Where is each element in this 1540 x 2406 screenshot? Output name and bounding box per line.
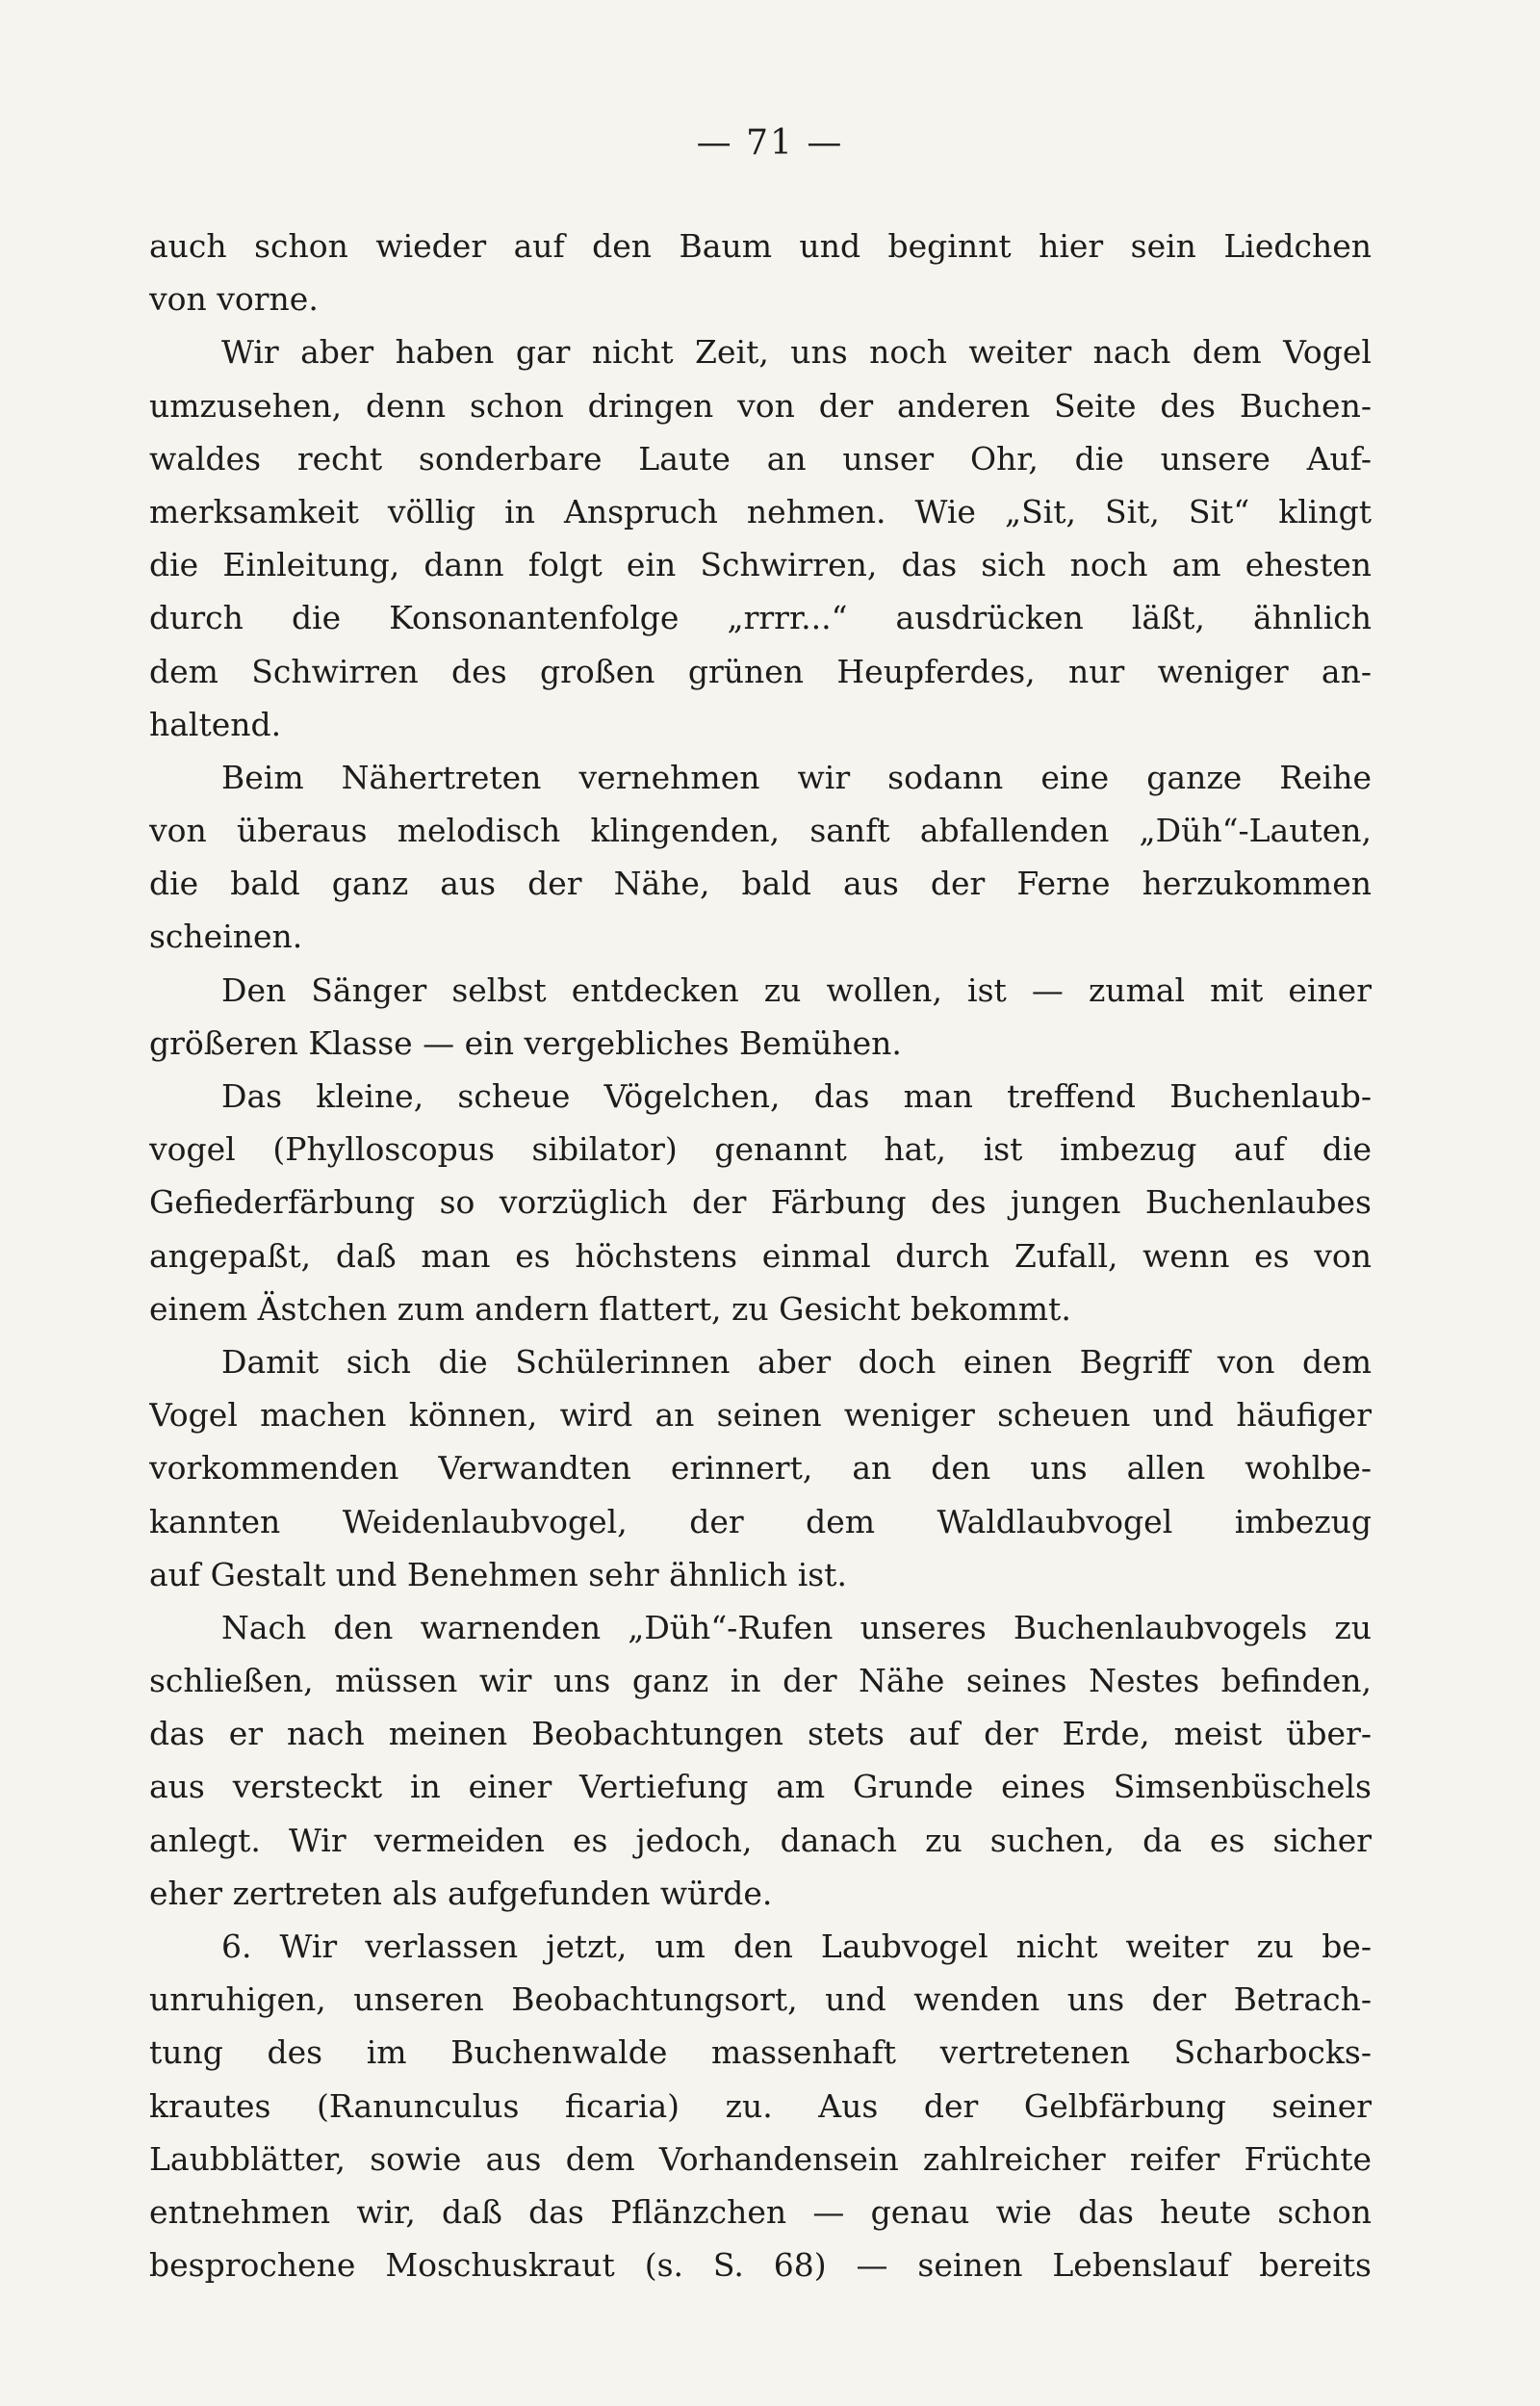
text-line: einem Ästchen zum andern flattert, zu Gesicht bekommt.: [149, 1289, 1071, 1328]
text-line: dem Schwirren des großen grünen Heupferdes, nur weniger an-: [149, 652, 1372, 690]
text-line: durch die Konsonantenfolge „rrrr...“ ausdrücken läßt, ähnlich: [149, 599, 1372, 637]
text-line: schließen, müssen wir uns ganz in der Nähe seines Nestes befinden,: [149, 1662, 1372, 1700]
text-line: Laubblätter, sowie aus dem Vorhandensein zahlreicher reifer Früchte: [149, 2139, 1372, 2178]
text-line: unruhigen, unseren Beobachtungsort, und wenden uns der Betrach-: [149, 1980, 1372, 2019]
text-line: Das kleine, scheue Vögelchen, das man treffend Buchenlaub-: [221, 1077, 1372, 1115]
text-line: Wir aber haben gar nicht Zeit, uns noch weiter nach dem Vogel: [221, 333, 1372, 372]
text-line: haltend.: [149, 705, 282, 743]
text-line: angepaßt, daß man es höchstens einmal durch Zufall, wenn es von: [149, 1236, 1372, 1275]
text-line: auch schon wieder auf den Baum und beginnt hier sein Liedchen: [149, 227, 1372, 265]
text-line: eher zertreten als aufgefunden würde.: [149, 1874, 773, 1912]
text-line: Damit sich die Schülerinnen aber doch einen Begriff von dem: [221, 1342, 1372, 1381]
text-line: von vorne.: [149, 280, 319, 319]
body-text: [149, 220, 1372, 2291]
text-line: scheinen.: [149, 918, 303, 956]
text-line: vorkommenden Verwandten erinnert, an den uns allen wohlbe-: [149, 1449, 1372, 1488]
text-line: die bald ganz aus der Nähe, bald aus der Ferne herzukommen: [149, 865, 1372, 903]
text-line: vogel (Phylloscopus sibilator) genannt hat, ist imbezug auf die: [149, 1130, 1372, 1169]
text-line: größeren Klasse — ein vergebliches Bemühen.: [149, 1023, 902, 1062]
text-line: 6. Wir verlassen jetzt, um den Laubvogel nicht weiter zu be-: [221, 1927, 1372, 1965]
page-number: — 71 —: [696, 123, 844, 163]
text-line: tung des im Buchenwalde massenhaft vertretenen Scharbocks-: [149, 2033, 1372, 2072]
text-line: umzusehen, denn schon dringen von der anderen Seite des Buchen-: [149, 386, 1372, 425]
text-line: krautes (Ranunculus ficaria) zu. Aus der Gelbfärbung seiner: [149, 2086, 1372, 2125]
text-line: die Einleitung, dann folgt ein Schwirren, das sich noch am ehesten: [149, 546, 1372, 584]
text-line: entnehmen wir, daß das Pflänzchen — genau wie das heute schon: [149, 2192, 1372, 2231]
text-line: merksamkeit völlig in Anspruch nehmen. Wie „Sit, Sit, Sit“ klingt: [149, 492, 1372, 530]
text-line: anlegt. Wir vermeiden es jedoch, danach zu suchen, da es sicher: [149, 1821, 1372, 1859]
text-line: Beim Nähertreten vernehmen wir sodann eine ganze Reihe: [221, 758, 1372, 796]
text-line: aus versteckt in einer Vertiefung am Grunde eines Simsenbüschels: [149, 1768, 1372, 1806]
text-line: Den Sänger selbst entdecken zu wollen, ist — zumal mit einer: [221, 970, 1372, 1009]
text-line: Vogel machen können, wird an seinen weniger scheuen und häufiger: [149, 1396, 1372, 1435]
text-line: kannten Weidenlaubvogel, der dem Waldlaubvogel imbezug: [149, 1502, 1372, 1540]
text-line: das er nach meinen Beobachtungen stets auf der Erde, meist über-: [149, 1715, 1372, 1753]
text-line: auf Gestalt und Benehmen sehr ähnlich ist.: [149, 1555, 847, 1593]
text-line: Gefiederfärbung so vorzüglich der Färbung des jungen Buchenlaubes: [149, 1183, 1372, 1222]
text-line: waldes recht sonderbare Laute an unser Ohr, die unsere Auf-: [149, 439, 1372, 478]
text-line: von überaus melodisch klingenden, sanft abfallenden „Düh“-Lauten,: [149, 812, 1372, 850]
text-line: besprochene Moschuskraut (s. S. 68) — seinen Lebenslauf bereits: [149, 2246, 1372, 2285]
text-line: Nach den warnenden „Düh“-Rufen unseres Buchenlaubvogels zu: [221, 1608, 1372, 1646]
